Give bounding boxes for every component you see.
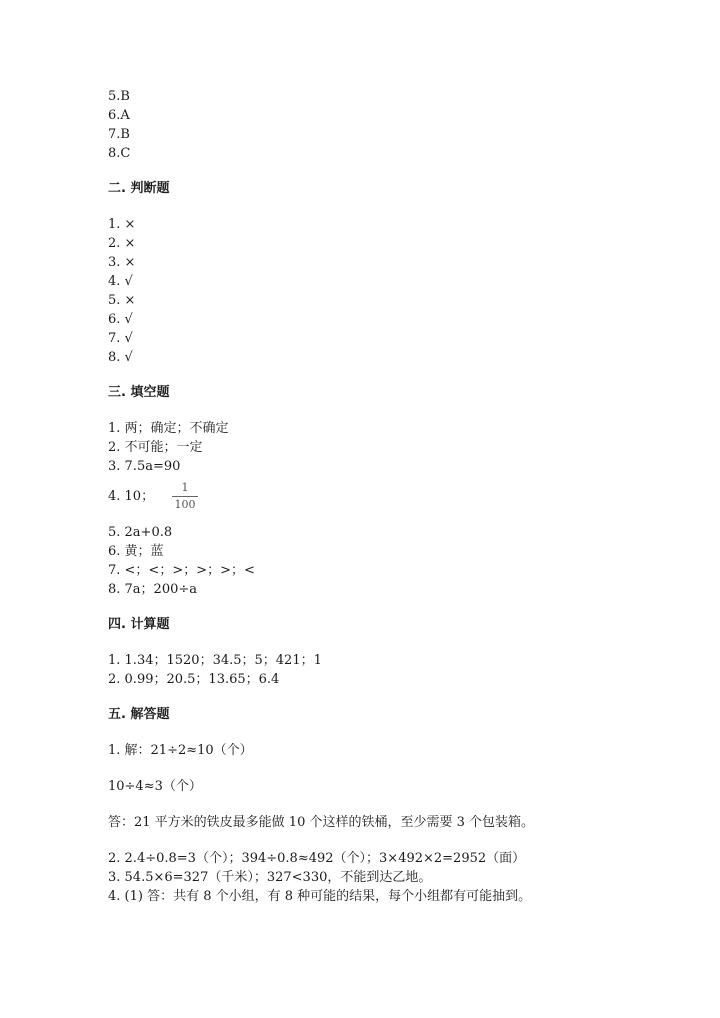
fill-answer-6: 6. 黄；蓝 <box>108 544 164 559</box>
section-heading-calculation: 四. 计算题 <box>108 617 170 632</box>
choice-answer-8: 8.C <box>108 146 131 161</box>
problem-1-step-2: 10÷4≈3（个） <box>108 779 202 794</box>
problem-1-answer: 答：21 平方米的铁皮最多能做 10 个这样的铁桶，至少需要 3 个包装箱。 <box>108 815 535 830</box>
problem-3-answer: 3. 54.5×6=327（千米）；327<330，不能到达乙地。 <box>108 870 432 885</box>
problem-1-step-1: 1. 解：21÷2≈10（个） <box>108 743 253 758</box>
calc-answer-1: 1. 1.34；1520；34.5；5；421；1 <box>108 653 322 668</box>
fill-answer-1: 1. 两；确定；不确定 <box>108 421 229 436</box>
judgement-answer-7: 7. √ <box>108 331 133 346</box>
section-heading-judgement: 二. 判断题 <box>108 181 170 196</box>
fill-answer-4 <box>108 481 228 511</box>
choice-answer-6: 6.A <box>108 108 130 123</box>
problem-2-answer: 2. 2.4÷0.8=3（个）；394÷0.8≈492（个）；3×492×2=2952（面） <box>108 851 526 866</box>
judgement-answer-2: 2. × <box>108 236 136 251</box>
fraction-bar <box>172 496 198 497</box>
judgement-answer-3: 3. × <box>108 255 136 270</box>
fill-answer-2: 2. 不可能；一定 <box>108 440 203 455</box>
fill-answer-5: 5. 2a+0.8 <box>108 525 173 540</box>
fill-answer-4-label: 4. 10； <box>108 489 155 504</box>
answer-page <box>108 0 668 1018</box>
fill-answer-7: 7. <；<；>；>；>；< <box>108 563 255 578</box>
choice-answer-5: 5.B <box>108 89 130 104</box>
fill-answer-3: 3. 7.5a=90 <box>108 459 181 474</box>
fraction-denominator: 100 <box>174 498 196 511</box>
fraction <box>172 481 198 512</box>
judgement-answer-8: 8. √ <box>108 350 133 365</box>
fraction-numerator: 1 <box>181 481 189 494</box>
choice-answer-7: 7.B <box>108 127 130 142</box>
judgement-answer-1: 1. × <box>108 217 136 232</box>
section-heading-word-problems: 五. 解答题 <box>108 707 170 722</box>
fill-answer-8: 8. 7a；200÷a <box>108 582 198 597</box>
problem-4-answer: 4. (1) 答：共有 8 个小组，有 8 种可能的结果，每个小组都有可能抽到。 <box>108 889 532 904</box>
calc-answer-2: 2. 0.99；20.5；13.65；6.4 <box>108 672 280 687</box>
judgement-answer-5: 5. × <box>108 293 136 308</box>
section-heading-fill-blank: 三. 填空题 <box>108 385 170 400</box>
judgement-answer-4: 4. √ <box>108 274 133 289</box>
judgement-answer-6: 6. √ <box>108 312 133 327</box>
